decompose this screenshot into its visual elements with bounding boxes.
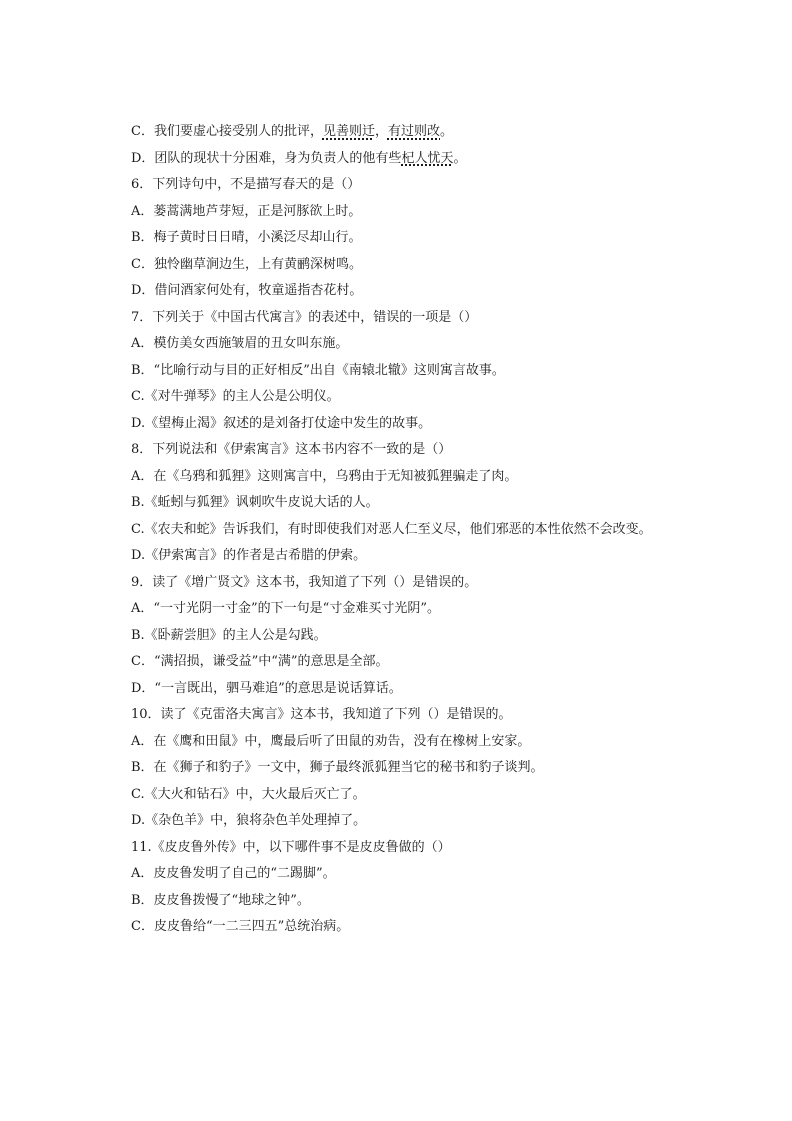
option-line: D.《杂色羊》中，狼将杂色羊处理掉了。 <box>131 813 367 828</box>
option-line: C.《大火和钻石》中，大火最后灭亡了。 <box>131 786 366 802</box>
question-text-block <box>131 119 771 941</box>
option-line: B.《蚯蚓与狐狸》讽刺吹牛皮说大话的人。 <box>131 495 379 510</box>
option-line: A．在《乌鸦和狐狸》这则寓言中，乌鸦由于无知被狐狸骗走了肉。 <box>131 468 518 484</box>
option-line: C.《对牛弹琴》的主人公是公明仪。 <box>131 389 340 404</box>
option-line: D．借问酒家何处有，牧童遥指杏花村。 <box>131 283 363 298</box>
option-line: D.《望梅止渴》叙述的是刘备打仗途中发生的故事。 <box>131 415 432 431</box>
emphasized-phrase: 杞人忧天 <box>401 150 454 166</box>
text-line: C．我们要虚心接受别人的批评，见善则迁，有过则改。 <box>131 124 454 139</box>
question-11-stem: 11.《皮皮鲁外传》中，以下哪件事不是皮皮鲁做的（） <box>131 839 451 855</box>
question-9-stem: 9．读了《增广贤文》这本书，我知道了下列（）是错误的。 <box>131 574 478 590</box>
option-line: C.《农夫和蛇》告诉我们，有时即使我们对恶人仁至义尽，他们邪恶的本性依然不会改变。 <box>131 521 652 537</box>
option-line: A．在《鹰和田鼠》中，鹰最后听了田鼠的劝告，没有在橡树上安家。 <box>131 733 531 749</box>
option-line: A．“一寸光阴一寸金”的下一句是“寸金难买寸光阴”。 <box>131 601 440 616</box>
option-line: B．皮皮鲁拨慢了“地球之钟”。 <box>131 892 310 908</box>
option-line: D．“一言既出，驷马难追”的意思是说话算话。 <box>131 680 402 696</box>
option-line: B．在《狮子和豹子》一文中，狮子最终派狐狸当它的秘书和豹子谈判。 <box>131 760 544 775</box>
emphasized-phrase: 有过则改 <box>387 124 440 139</box>
text-line: D．团队的现状十分困难，身为负责人的他有些杞人忧天。 <box>131 150 467 166</box>
question-6-stem: 6．下列诗句中，不是描写春天的是（） <box>131 177 361 192</box>
option-line: C．皮皮鲁给“一二三四五”总统治病。 <box>131 919 350 934</box>
option-line: C．独怜幽草涧边生，上有黄鹂深树鸣。 <box>131 256 362 272</box>
question-10-stem: 10．读了《克雷洛夫寓言》这本书，我知道了下列（）是错误的。 <box>131 707 512 722</box>
option-line: D.《伊索寓言》的作者是古希腊的伊索。 <box>131 548 367 563</box>
question-7-stem: 7．下列关于《中国古代寓言》的表述中，错误的一项是（） <box>131 309 478 325</box>
question-8-stem: 8．下列说法和《伊索寓言》这本书内容不一致的是（） <box>131 442 452 457</box>
option-line: A．蒌蒿满地芦芽短，正是河豚欲上时。 <box>131 203 362 219</box>
option-line: A．模仿美女西施皱眉的丑女叫东施。 <box>131 336 349 351</box>
option-line: B.《卧薪尝胆》的主人公是勾践。 <box>131 627 327 643</box>
option-line: B．梅子黄时日日晴，小溪泛尽却山行。 <box>131 230 362 245</box>
emphasized-phrase: 见善则迁 <box>322 124 375 139</box>
option-line: A．皮皮鲁发明了自己的“二踢脚”。 <box>131 866 336 881</box>
option-line: C．“满招损，谦受益”中“满”的意思是全部。 <box>131 654 389 669</box>
option-line: B．“比喻行动与目的正好相反”出自《南辕北辙》这则寓言故事。 <box>131 362 505 378</box>
